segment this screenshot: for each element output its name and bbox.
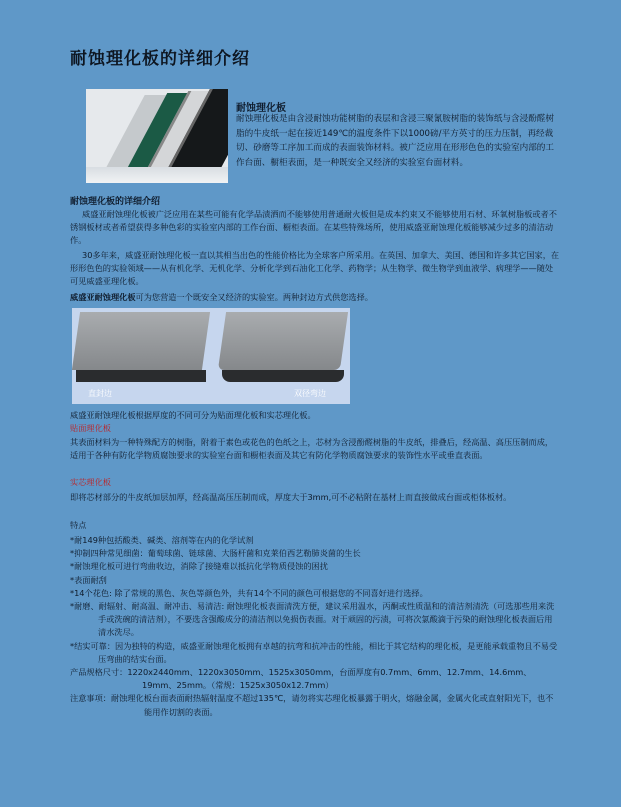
type1-heading: 贴面理化板 [70, 423, 111, 433]
spec-item: 产品规格尺寸：1220x2440mm、1220x3050mm、1525x3050mm，台面厚度有0.7mm、6mm、12.7mm、14.6mm、19mm、25mm。（常规：1525x3050x12.7mm） [70, 667, 532, 691]
feature-item: *耐149种包括酸类、碱类、溶剂等在内的化学试剂 [70, 535, 254, 545]
feature-item: *抑制四种常见细菌：葡萄球菌、链球菌、大肠杆菌和克莱伯西艺勒肺炎菌的生长 [70, 548, 361, 559]
features-title: 特点 [70, 520, 87, 530]
type1-body: 其表面材料为一种特殊配方的树脂，附着于素色或花色的色纸之上，芯材为含浸酚醛树脂的牛皮纸，排叠后，经高温、高压压制而成，适用于各种有防化学物质腐蚀要求的实验室台面和橱柜表面及其它有防化学物质腐蚀要求的装饰性水平或垂直表面。 [70, 437, 554, 461]
section-paragraph-3 [70, 292, 560, 303]
section-paragraph-2: 30多年来，威盛亚耐蚀理化板一直以其相当出色的性能价格比为全球客户所采用。在英国、加拿大、美国、德国和许多其它国家，在形形色色的实验领域——从有机化学、无机化学、分析化学到石油化工化学、药物学；从生物学、微生物学到血液学、病理学——随处可见威盛亚理化板。 [70, 250, 560, 286]
laminate-panels-photo [86, 89, 228, 183]
intro-title: 耐蚀理化板 [236, 103, 286, 114]
feature-item: *结实可靠：因为独特的构造，威盛亚耐蚀理化板拥有卓越的抗弯和抗冲击的性能，相比于其它结构的理化板，是更能承载重物且不易受压弯曲的结实台面。 [70, 640, 558, 664]
paragraph-3-text: 可为您营造一个既安全又经济的实验室。两种封边方式供您选择。 [135, 292, 373, 302]
edge-label-curved: 双径弯边 [294, 389, 326, 398]
feature-item: *耐蚀理化板可进行弯曲收边，消除了接缝难以抵抗化学物质侵蚀的困扰 [70, 561, 328, 572]
feature-item: *表面耐刮 [70, 574, 107, 585]
intro-text: 耐蚀理化板是由含浸耐蚀功能树脂的表层和含浸三聚氰胺树脂的装饰纸与含浸酚醛树脂的牛皮纸一起在接近149℃的温度条件下以1000磅/平方英寸的压力压制，再经裁切、砂磨等工序加工而成的表面装饰材料。被广泛应用在形形色色的实验室内部的工作台面、橱柜表面，是一种既安全又经济的实验室台面材料。 [236, 114, 554, 168]
features-list [70, 534, 560, 719]
page-title: 耐蚀理化板的详细介绍 [70, 49, 250, 69]
section-title: 耐蚀理化板的详细介绍 [70, 197, 161, 207]
section-paragraph-1: 威盛亚耐蚀理化板被广泛应用在某些可能有化学品渍洒而不能够使用普通耐火板但是成本约束又不能够使用石材、环氧树脂板或者不锈钢板材或者希望获得多种色彩的实验室内部的工作台面、橱柜表面。在某些特殊场所，使用威盛亚耐蚀理化板能够减少过多的清洁动作。 [70, 209, 557, 245]
feature-item: *14个花色: 除了常规的黑色、灰色等颜色外，共有14个不同的颜色可根据您的不同喜好进行选择。 [70, 587, 428, 598]
notice-item: 注意事项：耐蚀理化板台面表面耐热辐射温度不超过135℃，请勿将实芯理化板暴露于明火，熔融金属，金属火化或直射阳光下，也不能用作切割的表面。 [70, 693, 554, 717]
type2-body: 即将芯材部分的牛皮纸加层加厚，经高温高压压制而成，厚度大于3mm,可不必粘附在基材上而直接做成台面或柜体板材。 [70, 492, 512, 502]
edge-types-photo [72, 308, 350, 404]
types-intro: 威盛亚耐蚀理化板根据厚度的不同可分为贴面理化板和实芯理化板。 [70, 410, 316, 420]
brand-name: 威盛亚耐蚀理化板 [70, 292, 136, 302]
feature-item: *耐磨、耐辐射、耐高温、耐冲击、易清洁: 耐蚀理化板表面清洗方便，建议采用温水，丙酮或性质温和的清洁剂清洗（可选那些用来洗手或洗碗的清洁剂），不要选含强酸成分的清洁剂以免损伤表面。对于顽固的污渍，可将次氯酸滴于污染的耐蚀理化板表面后用清水洗尽。 [70, 601, 555, 638]
edge-label-straight: 直封边 [88, 389, 112, 398]
type2-heading: 实芯理化板 [70, 477, 111, 487]
